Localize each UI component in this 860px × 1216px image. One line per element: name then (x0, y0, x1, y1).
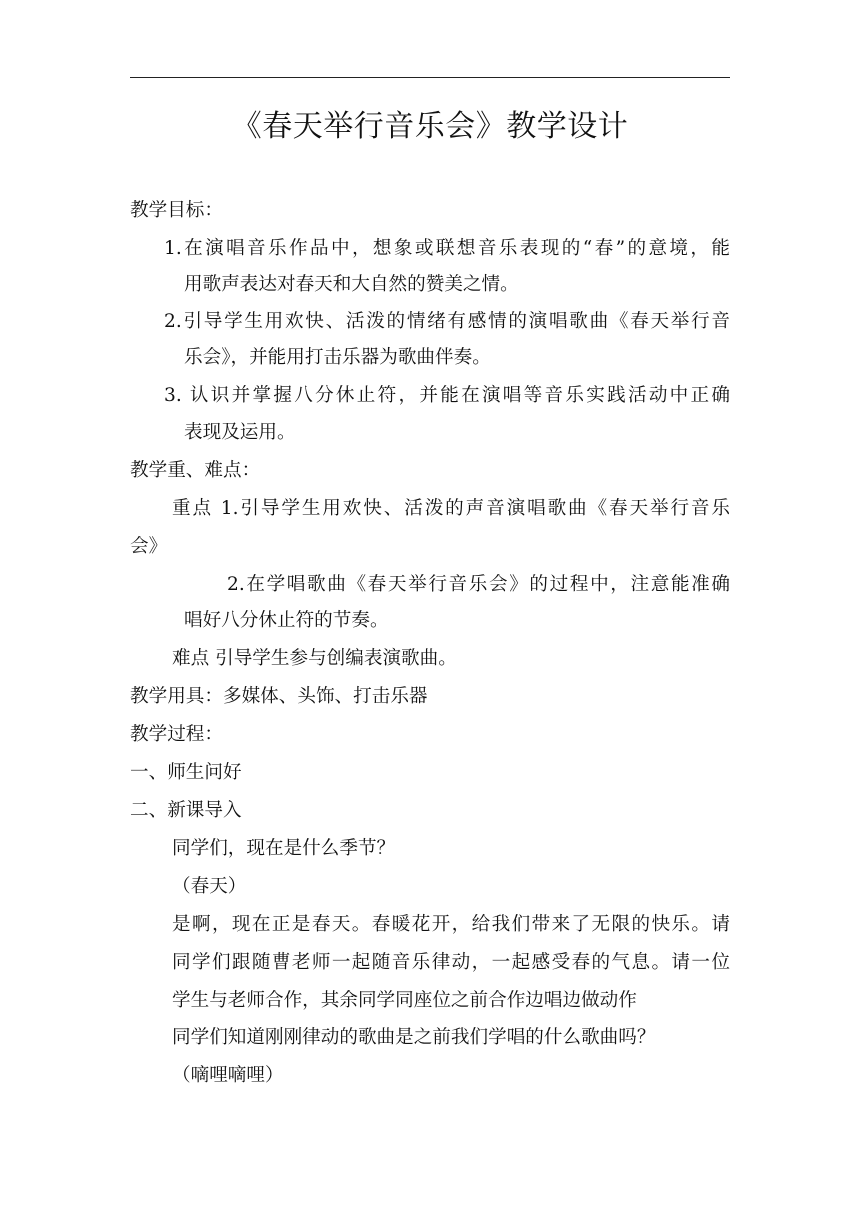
difficulty-line: 难点 引导学生参与创编表演歌曲。 (172, 648, 457, 669)
section-heading-key-points: 教学重、难点： (130, 460, 261, 481)
header-rule (130, 77, 730, 78)
objective-3-line-1: 3. 认识并掌握八分休止符，并能在演唱等音乐实践活动中正确 (164, 385, 730, 406)
student-answer-2: （嘀哩嘀哩） (172, 1065, 284, 1086)
objective-2-line-1: 2.引导学生用欢快、活泼的情绪有感情的演唱歌曲《春天举行音 (164, 311, 730, 332)
objective-2-line-2: 乐会》，并能用打击乐器为歌曲伴奏。 (184, 347, 491, 368)
teacher-question-2: 同学们知道刚刚律动的歌曲是之前我们学唱的什么歌曲吗？ (172, 1027, 656, 1048)
objective-1-line-2: 用歌声表达对春天和大自然的赞美之情。 (184, 274, 519, 295)
key-point-2-line-1: 2.在学唱歌曲《春天举行音乐会》的过程中，注意能准确 (227, 574, 730, 595)
section-heading-process: 教学过程： (130, 724, 223, 745)
step-2-heading: 二、新课导入 (130, 800, 242, 821)
step-1-heading: 一、师生问好 (130, 762, 242, 783)
section-heading-objectives: 教学目标： (130, 200, 223, 221)
key-point-2-line-2: 唱好八分休止符的节奏。 (184, 610, 389, 631)
objective-3-line-2: 表现及运用。 (184, 422, 296, 443)
objective-1-line-1: 1.在演唱音乐作品中，想象或联想音乐表现的“春”的意境，能 (164, 238, 730, 259)
key-point-1-line-1: 重点 1.引导学生用欢快、活泼的声音演唱歌曲《春天举行音乐 (172, 498, 730, 519)
student-answer-1: （春天） (172, 876, 247, 897)
teacher-speech-line-3: 学生与老师合作，其余同学同座位之前合作边唱边做动作 (172, 990, 637, 1011)
teacher-question-1: 同学们，现在是什么季节？ (172, 838, 396, 859)
teacher-speech-line-2: 同学们跟随曹老师一起随音乐律动，一起感受春的气息。请一位 (172, 952, 730, 973)
document-title: 《春天举行音乐会》教学设计 (231, 109, 629, 144)
key-point-1-line-2: 会》 (130, 536, 168, 557)
teacher-speech-line-1: 是啊，现在正是春天。春暖花开，给我们带来了无限的快乐。请 (172, 914, 730, 935)
teaching-tools-line: 教学用具：多媒体、头饰、打击乐器 (130, 686, 428, 707)
